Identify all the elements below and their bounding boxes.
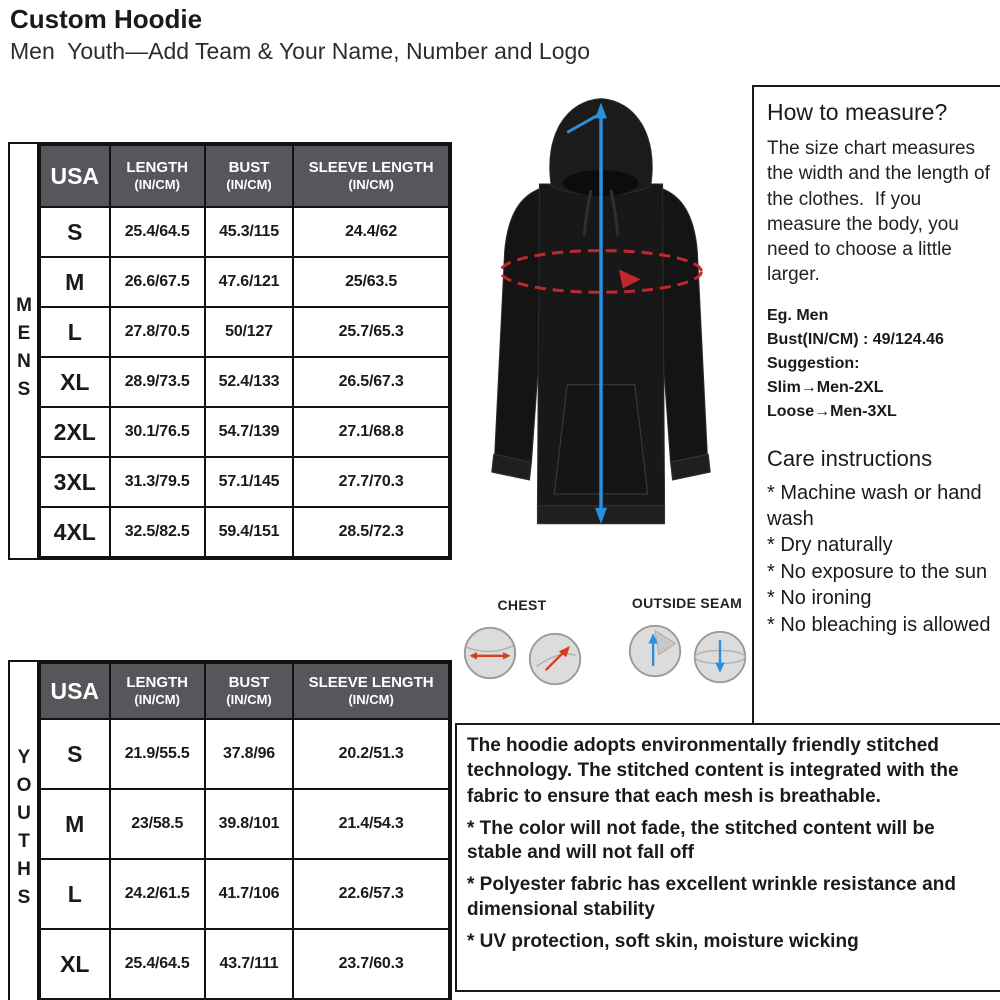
- col-header-sleeve-unit: (IN/CM): [348, 177, 394, 193]
- sleeve-cell: 21.4/54.3: [293, 789, 449, 859]
- bust-cell: 52.4/133: [205, 357, 293, 407]
- chest-width-swatch-icon: [462, 625, 518, 681]
- table-row: [40, 789, 449, 859]
- bust-cell: 54.7/139: [205, 407, 293, 457]
- bust-cell: 50/127: [205, 307, 293, 357]
- notes-intro: The hoodie adopts environmentally friendly stitched technology. The stitched content is integrated with the fabric to ensure that each mesh is breathable.: [467, 735, 959, 807]
- table-row: [40, 357, 449, 407]
- length-cell: 28.9/73.5: [110, 357, 205, 407]
- header-row: [40, 145, 449, 207]
- example-line: Loose→Men-3XL: [767, 402, 897, 420]
- care-instructions-title: Care instructions: [767, 445, 933, 471]
- example-line: Eg. Men: [767, 306, 829, 324]
- sleeve-cell: 27.1/68.8: [293, 407, 449, 457]
- table-row: [40, 507, 449, 557]
- length-cell: 27.8/70.5: [110, 307, 205, 357]
- col-header-length: [110, 663, 205, 719]
- table-row: [40, 207, 449, 257]
- chest-label: CHEST: [497, 597, 547, 613]
- size-cell: 3XL: [40, 457, 110, 507]
- how-to-measure-title: How to measure?: [767, 99, 948, 125]
- col-header-usa: USA: [40, 663, 110, 719]
- hoodie-illustration: [452, 82, 750, 594]
- sleeve-cell: 20.2/51.3: [293, 719, 449, 789]
- length-cell: 21.9/55.5: [110, 719, 205, 789]
- col-header-length: [110, 145, 205, 207]
- example-line: Slim→Men-2XL: [767, 378, 884, 396]
- seam-swatches: [612, 623, 762, 685]
- col-header-length-unit: (IN/CM): [134, 692, 180, 708]
- length-cell: 26.6/67.5: [110, 257, 205, 307]
- bust-cell: 47.6/121: [205, 257, 293, 307]
- example-line: Suggestion:: [767, 354, 860, 372]
- length-cell: 31.3/79.5: [110, 457, 205, 507]
- outside-seam-diagram: [612, 595, 762, 685]
- care-item: * No bleaching is allowed: [767, 613, 991, 636]
- header-row: [40, 663, 449, 719]
- table-row: [40, 929, 449, 999]
- chest-fold-swatch-icon: [527, 631, 583, 687]
- col-header-length-unit: (IN/CM): [134, 177, 180, 193]
- col-header-sleeve-label: SLEEVE LENGTH: [308, 158, 434, 176]
- bust-cell: 57.1/145: [205, 457, 293, 507]
- sleeve-cell: 25.7/65.3: [293, 307, 449, 357]
- care-item: * Machine wash or hand wash: [767, 481, 982, 530]
- outside-seam-label: OUTSIDE SEAM: [631, 595, 743, 611]
- sleeve-cell: 28.5/72.3: [293, 507, 449, 557]
- notes-bullet: * UV protection, soft skin, moisture wicking: [467, 930, 859, 952]
- care-item: * Dry naturally: [767, 534, 893, 557]
- length-cell: 30.1/76.5: [110, 407, 205, 457]
- sleeve-cell: 24.4/62: [293, 207, 449, 257]
- care-instructions-list: [767, 480, 994, 638]
- page-title: Custom Hoodie: [10, 4, 203, 34]
- example-line: Bust(IN/CM) : 49/124.46: [767, 330, 944, 348]
- size-cell: XL: [40, 929, 110, 999]
- bust-cell: 59.4/151: [205, 507, 293, 557]
- col-header-bust-label: BUST: [228, 158, 270, 176]
- chest-measure-diagram: [452, 597, 592, 687]
- size-cell: M: [40, 257, 110, 307]
- col-header-bust: [205, 663, 293, 719]
- how-to-measure-intro: The size chart measures the width and the length of the clothes. If you measure the body, you need to choose a little larger.: [767, 138, 996, 286]
- length-cell: 25.4/64.5: [110, 207, 205, 257]
- table-row: [40, 307, 449, 357]
- how-to-measure-panel: [752, 85, 1000, 725]
- col-header-length-label: LENGTH: [126, 158, 189, 176]
- col-header-bust: [205, 145, 293, 207]
- care-item: * No exposure to the sun: [767, 560, 988, 583]
- size-cell: L: [40, 307, 110, 357]
- bust-cell: 45.3/115: [205, 207, 293, 257]
- size-cell: 2XL: [40, 407, 110, 457]
- table-row: [40, 457, 449, 507]
- size-cell: L: [40, 859, 110, 929]
- length-cell: 32.5/82.5: [110, 507, 205, 557]
- sizing-example: [767, 304, 994, 424]
- product-notes-panel: [455, 723, 1000, 992]
- seam-up-swatch-icon: [627, 623, 683, 679]
- bust-cell: 43.7/111: [205, 929, 293, 999]
- mens-size-grid: [39, 144, 450, 558]
- table-row: [40, 257, 449, 307]
- table-row: [40, 407, 449, 457]
- size-cell: M: [40, 789, 110, 859]
- length-cell: 25.4/64.5: [110, 929, 205, 999]
- sleeve-cell: 23.7/60.3: [293, 929, 449, 999]
- table-row: [40, 859, 449, 929]
- size-cell: S: [40, 719, 110, 789]
- size-cell: S: [40, 207, 110, 257]
- table-row: [40, 719, 449, 789]
- sleeve-cell: 27.7/70.3: [293, 457, 449, 507]
- col-header-bust-label: BUST: [228, 673, 270, 691]
- sleeve-cell: 25/63.5: [293, 257, 449, 307]
- youths-side-label: YOUTHS: [10, 662, 39, 1000]
- seam-down-swatch-icon: [692, 629, 748, 685]
- col-header-usa: USA: [40, 145, 110, 207]
- col-header-length-label: LENGTH: [126, 673, 189, 691]
- page-subtitle: Men Youth—Add Team & Your Name, Number and Logo: [10, 38, 591, 64]
- sleeve-cell: 26.5/67.3: [293, 357, 449, 407]
- size-cell: XL: [40, 357, 110, 407]
- chest-swatches: [452, 625, 592, 687]
- size-cell: 4XL: [40, 507, 110, 557]
- mens-side-label: MENS: [10, 144, 39, 558]
- sleeve-cell: 22.6/57.3: [293, 859, 449, 929]
- notes-bullet: * The color will not fade, the stitched content will be stable and will not fall off: [467, 817, 935, 864]
- col-header-sleeve: [293, 145, 449, 207]
- length-cell: 24.2/61.5: [110, 859, 205, 929]
- col-header-sleeve-unit: (IN/CM): [348, 692, 394, 708]
- col-header-sleeve-label: SLEEVE LENGTH: [308, 673, 434, 691]
- youths-size-grid: [39, 662, 450, 1000]
- col-header-sleeve: [293, 663, 449, 719]
- bust-cell: 41.7/106: [205, 859, 293, 929]
- bust-cell: 39.8/101: [205, 789, 293, 859]
- youths-size-table: [8, 660, 452, 1000]
- col-header-bust-unit: (IN/CM): [226, 177, 272, 193]
- mens-size-table: [8, 142, 452, 560]
- notes-bullet: * Polyester fabric has excellent wrinkle resistance and dimensional stability: [467, 874, 956, 920]
- col-header-bust-unit: (IN/CM): [226, 692, 272, 708]
- bust-cell: 37.8/96: [205, 719, 293, 789]
- hoodie-product-image: [452, 82, 750, 594]
- length-cell: 23/58.5: [110, 789, 205, 859]
- care-item: * No ironing: [767, 587, 872, 610]
